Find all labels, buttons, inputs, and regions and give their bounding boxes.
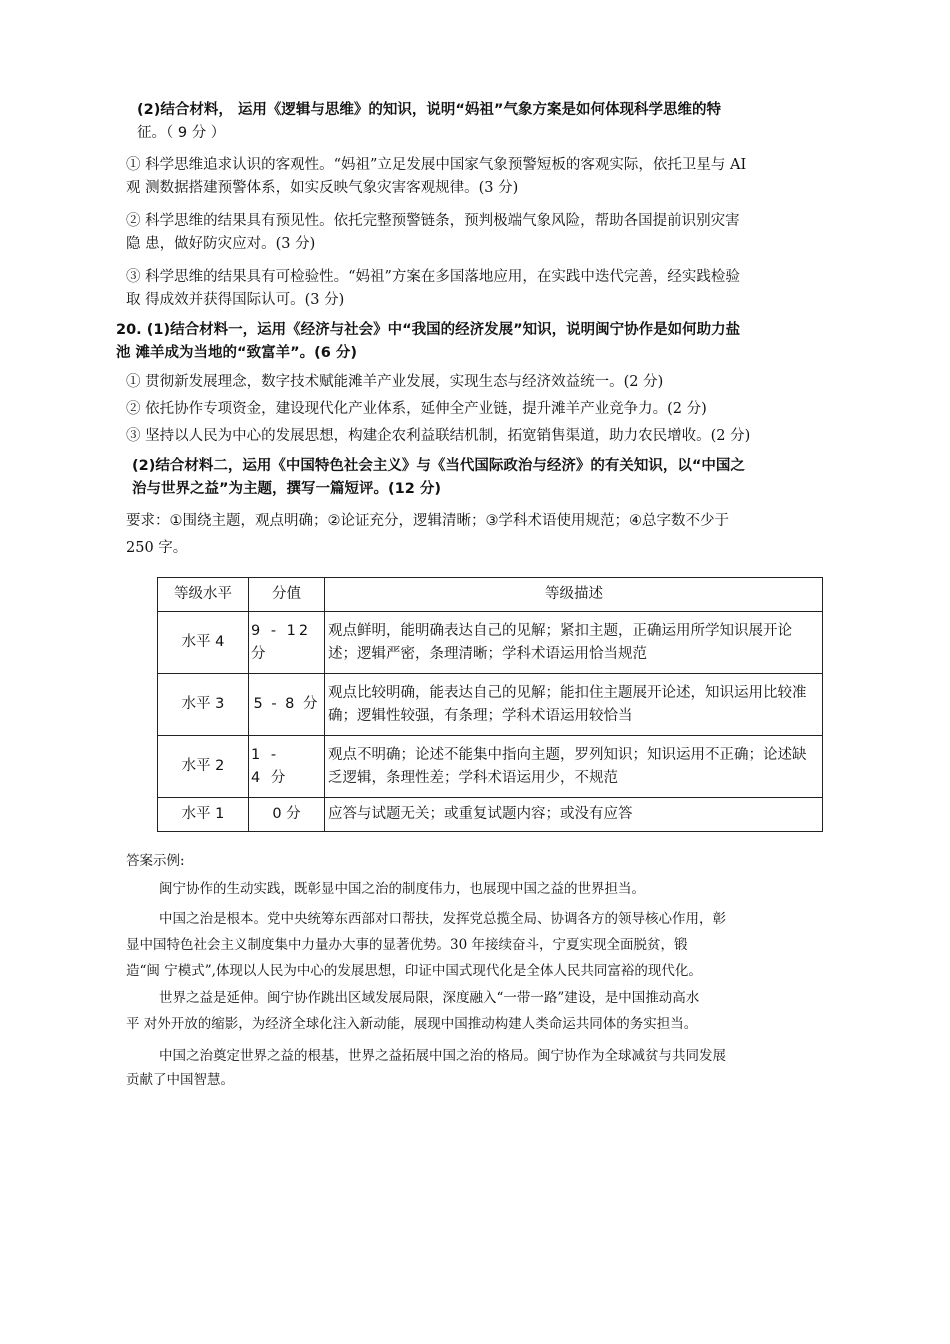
header-level: 等级水平 [158,578,249,612]
score-cell: 5 - 8 分 [249,674,325,736]
header-description: 等级描述 [325,578,823,612]
sample-paragraph-2-line3: 造“闽 宁模式”,体现以人民为中心的发展思想，印证中国式现代化是全体人民共同富裕的现代化。 [126,963,702,979]
sample-paragraph-4-line2: 贡献了中国智慧。 [126,1072,234,1088]
sample-paragraph-2-line2: 显中国特色社会主义制度集中力量办大事的显著优势。30 年接续奋斗，宁夏实现全面脱贫，锻 [126,937,688,953]
q20-2-requirements-line1: 要求：①围绕主题，观点明确；②论证充分，逻辑清晰；③学科术语使用规范；④总字数不少于 [126,513,729,529]
q19-2-question-line2: 征。（ 9 分 ） [137,125,226,141]
table-row [158,798,823,832]
q20-2-question-line1: (2)结合材料二，运用《中国特色社会主义》与《当代国际政治与经济》的有关知识，以“中国之 [132,458,745,474]
grading-table-header [158,578,823,612]
q20-1-answer2: ② 依托协作专项资金，建设现代化产业体系，延伸全产业链，提升滩羊产业竞争力。(2 分) [126,401,707,417]
grading-table [157,577,823,832]
q20-1-answer3: ③ 坚持以人民为中心的发展思想，构建企农利益联结机制，拓宽销售渠道，助力农民增收。(2 分) [126,428,751,444]
sample-paragraph-3-line1: 世界之益是延伸。闽宁协作跳出区域发展局限，深度融入“一带一路”建设，是中国推动高水 [159,990,700,1006]
q19-2-answer2-line2: 隐 患，做好防灾应对。(3 分) [126,236,316,252]
score-cell: 9 - 12 分 [249,612,325,674]
score-cell: 0 分 [249,798,325,832]
level-cell: 水平 4 [158,612,249,674]
description-cell: 观点鲜明，能明确表达自己的见解；紧扣主题，正确运用所学知识展开论述；逻辑严密，条理清晰；学科术语运用恰当规范 [325,612,823,674]
sample-paragraph-4-line1: 中国之治奠定世界之益的根基，世界之益拓展中国之治的格局。闽宁协作为全球减贫与共同发展 [159,1048,726,1064]
sample-answer-label: 答案示例: [126,853,185,869]
q19-2-answer1-line1: ① 科学思维追求认识的客观性。“妈祖”立足发展中国家气象预警短板的客观实际，依托卫星与 AI [126,157,747,173]
q19-2-answer3-line2: 取 得成效并获得国际认可。(3 分) [126,292,345,308]
table-row [158,674,823,736]
q19-2-answer1-line2: 观 测数据搭建预警体系，如实反映气象灾害客观规律。(3 分) [126,180,519,196]
sample-paragraph-3-line2: 平 对外开放的缩影，为经济全球化注入新动能，展现中国推动构建人类命运共同体的务实担当。 [126,1016,698,1032]
header-score: 分值 [249,578,325,612]
score-cell: 1 - 4 分 [249,736,325,798]
level-cell: 水平 3 [158,674,249,736]
level-cell: 水平 2 [158,736,249,798]
level-cell: 水平 1 [158,798,249,832]
sample-paragraph-1: 闽宁协作的生动实践，既彰显中国之治的制度伟力，也展现中国之益的世界担当。 [159,881,645,897]
q19-2-question-line1: (2)结合材料， 运用《逻辑与思维》的知识，说明“妈祖”气象方案是如何体现科学思维的特 [137,102,721,118]
description-cell: 观点不明确；论述不能集中指向主题，罗列知识；知识运用不正确；论述缺乏逻辑，条理性差；学科术语运用少，不规范 [325,736,823,798]
description-cell: 观点比较明确，能表达自己的见解；能扣住主题展开论述，知识运用比较准确；逻辑性较强，有条理；学科术语运用较恰当 [325,674,823,736]
q20-1-answer1: ① 贯彻新发展理念，数字技术赋能滩羊产业发展，实现生态与经济效益统一。(2 分) [126,374,664,390]
q20-1-question-line1: 20. (1)结合材料一，运用《经济与社会》中“我国的经济发展”知识，说明闽宁协作是如何助力盐 [116,322,741,338]
table-row [158,736,823,798]
q19-2-answer3-line1: ③ 科学思维的结果具有可检验性。“妈祖”方案在多国落地应用，在实践中迭代完善，经实践检验 [126,269,740,285]
q20-1-question-line2: 池 滩羊成为当地的“致富羊”。(6 分) [116,345,357,361]
sample-paragraph-2-line1: 中国之治是根本。党中央统筹东西部对口帮扶，发挥党总揽全局、协调各方的领导核心作用，彰 [159,911,726,927]
q20-2-requirements-line2: 250 字。 [126,540,188,556]
description-cell: 应答与试题无关；或重复试题内容；或没有应答 [325,798,823,832]
table-row [158,612,823,674]
q19-2-answer2-line1: ② 科学思维的结果具有预见性。依托完整预警链条，预判极端气象风险，帮助各国提前识别灾害 [126,213,740,229]
q20-2-question-line2: 治与世界之益”为主题，撰写一篇短评。(12 分) [132,481,442,497]
